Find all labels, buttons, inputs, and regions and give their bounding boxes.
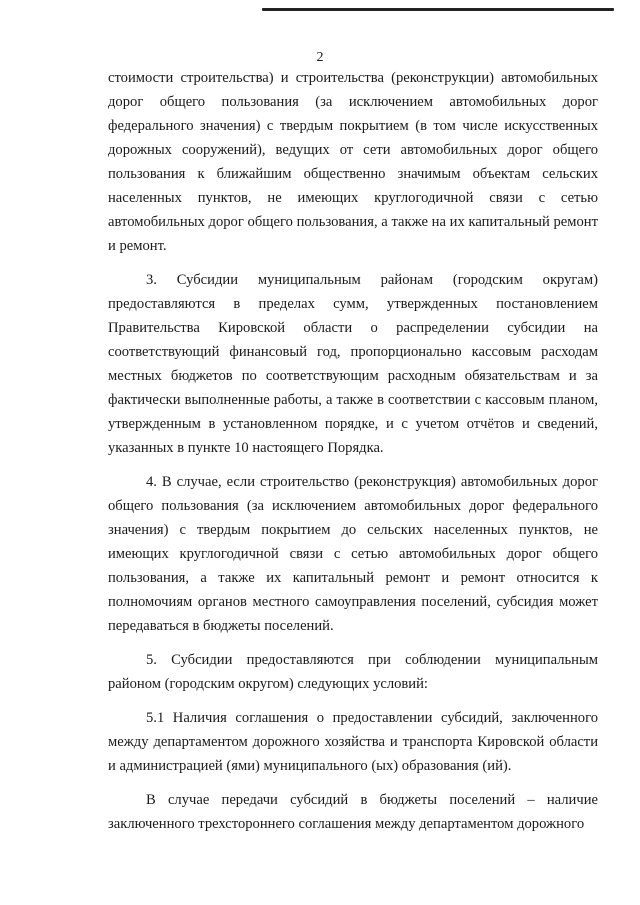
document-body xyxy=(108,66,598,846)
header-rule xyxy=(262,8,614,11)
paragraph-3: 3. Субсидии муниципальным районам (городским округам) предоставляются в пределах сумм, утвержденных постановлением Правительства Кировской области о распределении субсидии на соответствующий финансовый год, пропорционально кассовым расходам местных бюджетов по соответствующим расходным обязательствам и за фактически выполненные работы, а также в соответствии с кассовым планом, утвержденным в установленном порядке, и с учетом отчётов и сведений, указанных в пункте 10 настоящего Порядка. xyxy=(108,272,598,456)
paragraph-5-1: 5.1 Наличия соглашения о предоставлении субсидий, заключенного между департаментом дорожного хозяйства и транспорта Кировской области и администрацией (ями) муниципального (ых) образования (ий). xyxy=(108,710,598,774)
paragraph-transfer-case: В случае передачи субсидий в бюджеты поселений – наличие заключенного трехстороннего соглашения между департаментом дорожного xyxy=(108,792,598,832)
paragraph-4: 4. В случае, если строительство (реконструкция) автомобильных дорог общего пользования (за исключением автомобильных дорог федерального значения) с твердым покрытием до сельских населенных пунктов, не имеющих круглогодичной связи с сетью автомобильных дорог общего пользования, а также их капитальный ремонт и ремонт относится к полномочиям органов местного самоуправления поселений, субсидия может передаваться в бюджеты поселений. xyxy=(108,474,598,634)
paragraph-5: 5. Субсидии предоставляются при соблюдении муниципальным районом (городским округом) следующих условий: xyxy=(108,652,598,692)
paragraph-continuation: стоимости строительства) и строительства (реконструкции) автомобильных дорог общего пользования (за исключением автомобильных дорог федерального значения) с твердым покрытием (в том числе искусственных дорожных сооружений), ведущих от сети автомобильных дорог общего пользования к ближайшим общественно значимым объектам сельских населенных пунктов, не имеющих круглогодичной связи с сетью автомобильных дорог общего пользования, а также на их капитальный ремонт и ремонт. xyxy=(108,70,598,254)
page-number: 2 xyxy=(316,50,324,65)
